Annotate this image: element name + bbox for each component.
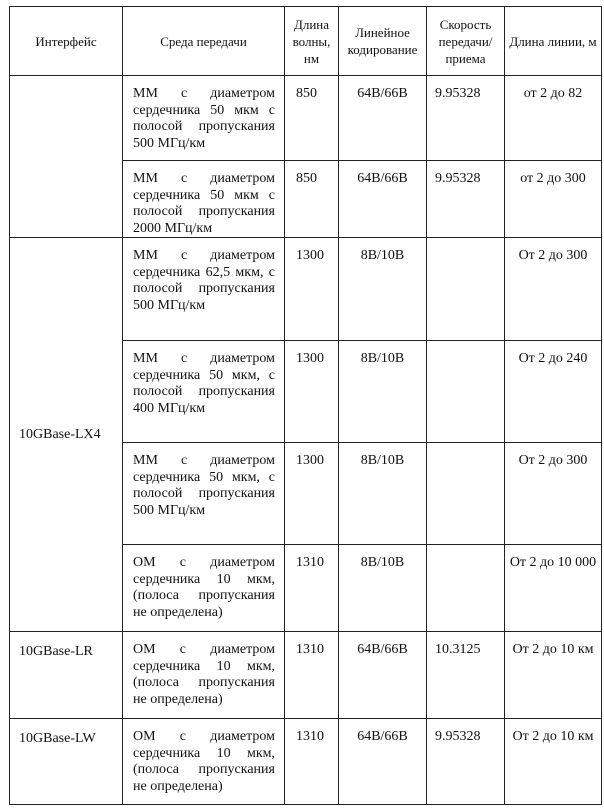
speed-cell: 9.95328 bbox=[427, 719, 505, 805]
medium-cell: ОМ с диаметром сердечника 10 мкм, (полоса пропускания не определена) bbox=[123, 719, 285, 805]
length-cell: от 2 до 300 bbox=[505, 161, 602, 238]
header-speed: Скорость передачи/ приема bbox=[427, 7, 505, 76]
length-cell: от 2 до 82 bbox=[505, 76, 602, 161]
speed-cell bbox=[427, 341, 505, 443]
coding-cell: 8B/10B bbox=[339, 238, 427, 341]
wavelength-cell: 1300 bbox=[285, 443, 339, 545]
length-cell: От 2 до 300 bbox=[505, 238, 602, 341]
length-cell: От 2 до 10 км bbox=[505, 719, 602, 805]
coding-cell: 64B/66B bbox=[339, 76, 427, 161]
table-row bbox=[10, 719, 602, 805]
length-cell: От 2 до 10 000 bbox=[505, 545, 602, 632]
wavelength-cell: 850 bbox=[285, 161, 339, 238]
length-cell: От 2 до 300 bbox=[505, 443, 602, 545]
coding-cell: 8B/10B bbox=[339, 545, 427, 632]
interface-spec-table bbox=[9, 6, 602, 805]
medium-cell: ММ с диаметром сердечника 50 мкм с полосой пропускания 2000 МГц/км bbox=[123, 161, 285, 238]
wavelength-cell: 1310 bbox=[285, 545, 339, 632]
speed-cell bbox=[427, 443, 505, 545]
header-coding: Линейное кодирование bbox=[339, 7, 427, 76]
interface-cell: 10GBase-LR bbox=[10, 632, 123, 719]
speed-cell bbox=[427, 545, 505, 632]
speed-cell bbox=[427, 238, 505, 341]
wavelength-cell: 1310 bbox=[285, 719, 339, 805]
wavelength-cell: 1300 bbox=[285, 238, 339, 341]
speed-cell: 9.95328 bbox=[427, 161, 505, 238]
speed-cell: 10.3125 bbox=[427, 632, 505, 719]
medium-cell: ОМ с диаметром сердечника 10 мкм, (полоса пропускания не определена) bbox=[123, 632, 285, 719]
length-cell: От 2 до 240 bbox=[505, 341, 602, 443]
interface-cell: 10GBase-LX4 bbox=[10, 238, 123, 632]
coding-cell: 64B/66B bbox=[339, 719, 427, 805]
interface-cell bbox=[10, 76, 123, 238]
interface-cell: 10GBase-LW bbox=[10, 719, 123, 805]
wavelength-cell: 1300 bbox=[285, 341, 339, 443]
medium-cell: ММ с диаметром сердечника 62,5 мкм, с полосой пропускания 500 МГц/км bbox=[123, 238, 285, 341]
medium-cell: ММ с диаметром сердечника 50 мкм, с полосой пропускания 500 МГц/км bbox=[123, 443, 285, 545]
wavelength-cell: 1310 bbox=[285, 632, 339, 719]
medium-cell: ОМ с диаметром сердечника 10 мкм, (полоса пропускания не определена) bbox=[123, 545, 285, 632]
medium-cell: ММ с диаметром сердечника 50 мкм с полосой пропускания 500 МГц/км bbox=[123, 76, 285, 161]
table-row bbox=[10, 632, 602, 719]
header-length: Длина линии, м bbox=[505, 7, 602, 76]
wavelength-cell: 850 bbox=[285, 76, 339, 161]
medium-cell: ММ с диаметром сердечника 50 мкм, с полосой пропускания 400 МГц/км bbox=[123, 341, 285, 443]
header-interface: Интерфейс bbox=[10, 7, 123, 76]
speed-cell: 9.95328 bbox=[427, 76, 505, 161]
coding-cell: 64B/66B bbox=[339, 161, 427, 238]
header-row bbox=[10, 7, 602, 76]
coding-cell: 64B/66B bbox=[339, 632, 427, 719]
table-row bbox=[10, 76, 602, 161]
length-cell: От 2 до 10 км bbox=[505, 632, 602, 719]
header-medium: Среда передачи bbox=[123, 7, 285, 76]
coding-cell: 8B/10B bbox=[339, 341, 427, 443]
header-wavelength: Длина волны, нм bbox=[285, 7, 339, 76]
table-row bbox=[10, 238, 602, 341]
coding-cell: 8B/10B bbox=[339, 443, 427, 545]
